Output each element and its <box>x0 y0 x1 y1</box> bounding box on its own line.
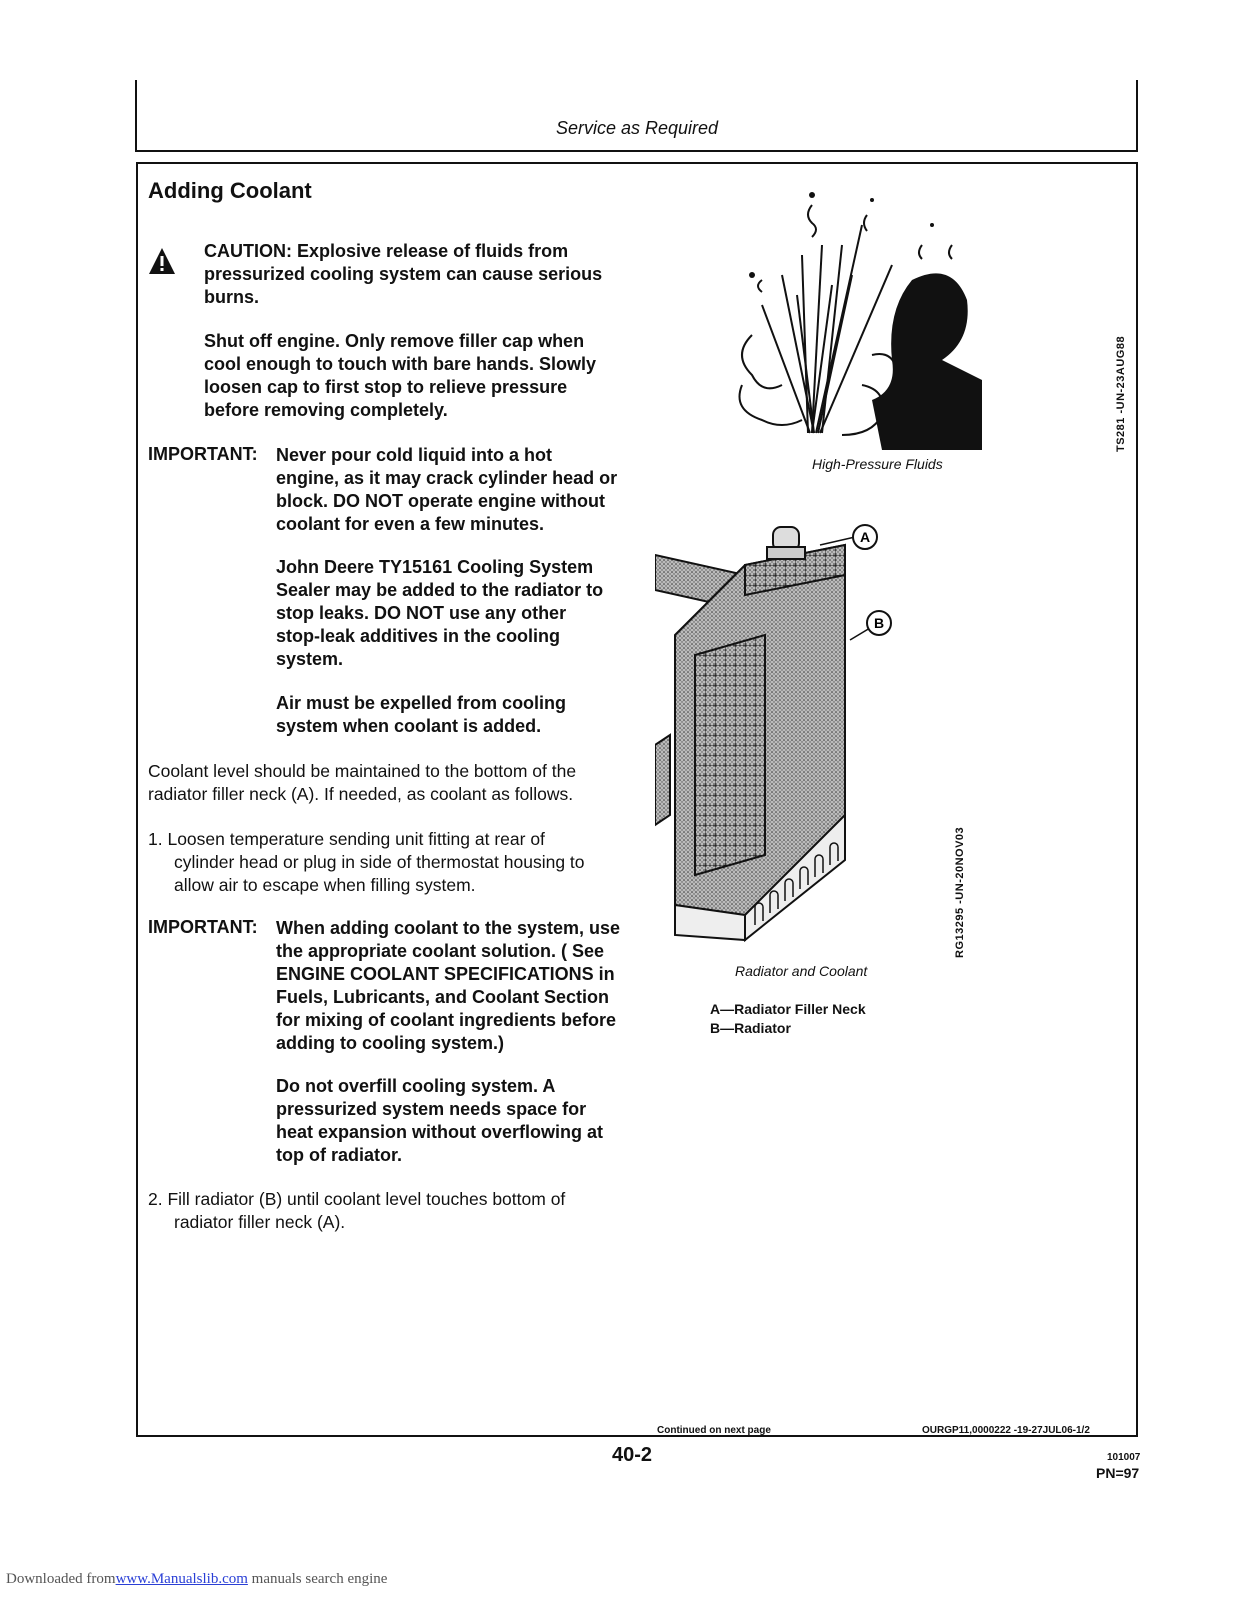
step-line: allow air to escape when filling system. <box>174 875 476 895</box>
important-paragraph <box>276 692 566 738</box>
important-line: coolant for even a few minutes. <box>276 514 545 534</box>
important-line: stop leaks. DO NOT use any other <box>276 603 567 623</box>
caution-line: Shut off engine. Only remove filler cap when <box>204 331 585 351</box>
important-line: engine, as it may crack cylinder head or <box>276 468 618 488</box>
important-line: adding to cooling system.) <box>276 1033 505 1053</box>
important-line: the appropriate coolant solution. ( See <box>276 941 605 961</box>
caution-line: before removing completely. <box>204 400 448 420</box>
step-line: cylinder head or plug in side of thermostat housing to <box>174 852 585 872</box>
caution-line: burns. <box>204 287 260 307</box>
step-line: 1. Loosen temperature sending unit fitting at rear of <box>148 829 545 849</box>
frame-line <box>1136 80 1138 152</box>
important-line: John Deere TY15161 Cooling System <box>276 557 594 577</box>
body-line: radiator filler neck (A). If needed, as coolant as follows. <box>148 784 574 804</box>
step-line: radiator filler neck (A). <box>174 1212 346 1232</box>
important-paragraph <box>276 917 620 1055</box>
watermark-prefix: Downloaded from <box>6 1571 116 1587</box>
caution-text <box>204 240 602 309</box>
figure-code: RG13295 -UN-20NOV03 <box>954 826 966 958</box>
warning-icon <box>148 247 176 275</box>
continued-note: Continued on next page <box>657 1425 771 1436</box>
frame-line <box>135 150 1138 152</box>
caution-line: loosen cap to first stop to relieve pressure <box>204 377 568 397</box>
pn-number: PN=97 <box>1096 1465 1140 1481</box>
important-line: Sealer may be added to the radiator to <box>276 580 604 600</box>
step-line: 2. Fill radiator (B) until coolant level touches bottom of <box>148 1189 566 1209</box>
body-line: Coolant level should be maintained to the bottom of the <box>148 761 577 781</box>
important-line: top of radiator. <box>276 1145 402 1165</box>
section-title: Adding Coolant <box>148 178 312 203</box>
important-paragraph <box>276 1075 603 1167</box>
step-1 <box>148 828 585 897</box>
figure-code: TS281 -UN-23AUG88 <box>1115 335 1127 452</box>
high-pressure-fluids-illustration <box>722 185 982 450</box>
figure-caption: Radiator and Coolant <box>735 963 868 979</box>
important-line: heat expansion without overflowing at <box>276 1122 604 1142</box>
caution-line: cool enough to touch with bare hands. Slowly <box>204 354 597 374</box>
important-paragraph <box>276 444 617 536</box>
page-number: 40-2 <box>612 1444 653 1466</box>
callout-a: A <box>859 529 871 545</box>
callout-b: B <box>873 615 885 631</box>
legend-item: A—Radiator Filler Neck <box>710 1001 866 1017</box>
important-line: Air must be expelled from cooling <box>276 693 567 713</box>
watermark <box>6 1571 387 1588</box>
header-title: Service as Required <box>555 118 719 138</box>
important-line: for mixing of coolant ingredients before <box>276 1010 617 1030</box>
frame-line <box>135 80 137 152</box>
important-line: ENGINE COOLANT SPECIFICATIONS in <box>276 964 615 984</box>
important-label: IMPORTANT: <box>148 917 258 937</box>
caution-instructions <box>204 330 596 422</box>
important-line: Never pour cold liquid into a hot <box>276 445 553 465</box>
manualslib-link[interactable]: www.Manualslib.com <box>115 1571 248 1587</box>
important-line: When adding coolant to the system, use <box>276 918 621 938</box>
important-line: system. <box>276 649 344 669</box>
step-2 <box>148 1188 565 1234</box>
important-line: system when coolant is added. <box>276 716 542 736</box>
important-label: IMPORTANT: <box>148 444 258 464</box>
important-paragraph <box>276 556 603 671</box>
date-code: 101007 <box>1107 1452 1141 1463</box>
legend-item: B—Radiator <box>710 1020 791 1036</box>
important-line: pressurized system needs space for <box>276 1099 587 1119</box>
document-code: OURGP11,0000222 -19-27JUL06-1/2 <box>922 1425 1090 1436</box>
caution-line: CAUTION: Explosive release of fluids from <box>204 241 569 261</box>
important-line: Do not overfill cooling system. A <box>276 1076 556 1096</box>
radiator-illustration <box>655 515 915 950</box>
body-paragraph <box>148 760 576 806</box>
figure-legend <box>710 1000 866 1038</box>
figure-caption: High-Pressure Fluids <box>812 456 943 472</box>
important-line: Fuels, Lubricants, and Coolant Section <box>276 987 610 1007</box>
caution-line: pressurized cooling system can cause serious <box>204 264 603 284</box>
watermark-suffix: manuals search engine <box>247 1571 388 1587</box>
important-line: stop-leak additives in the cooling <box>276 626 561 646</box>
important-line: block. DO NOT operate engine without <box>276 491 606 511</box>
